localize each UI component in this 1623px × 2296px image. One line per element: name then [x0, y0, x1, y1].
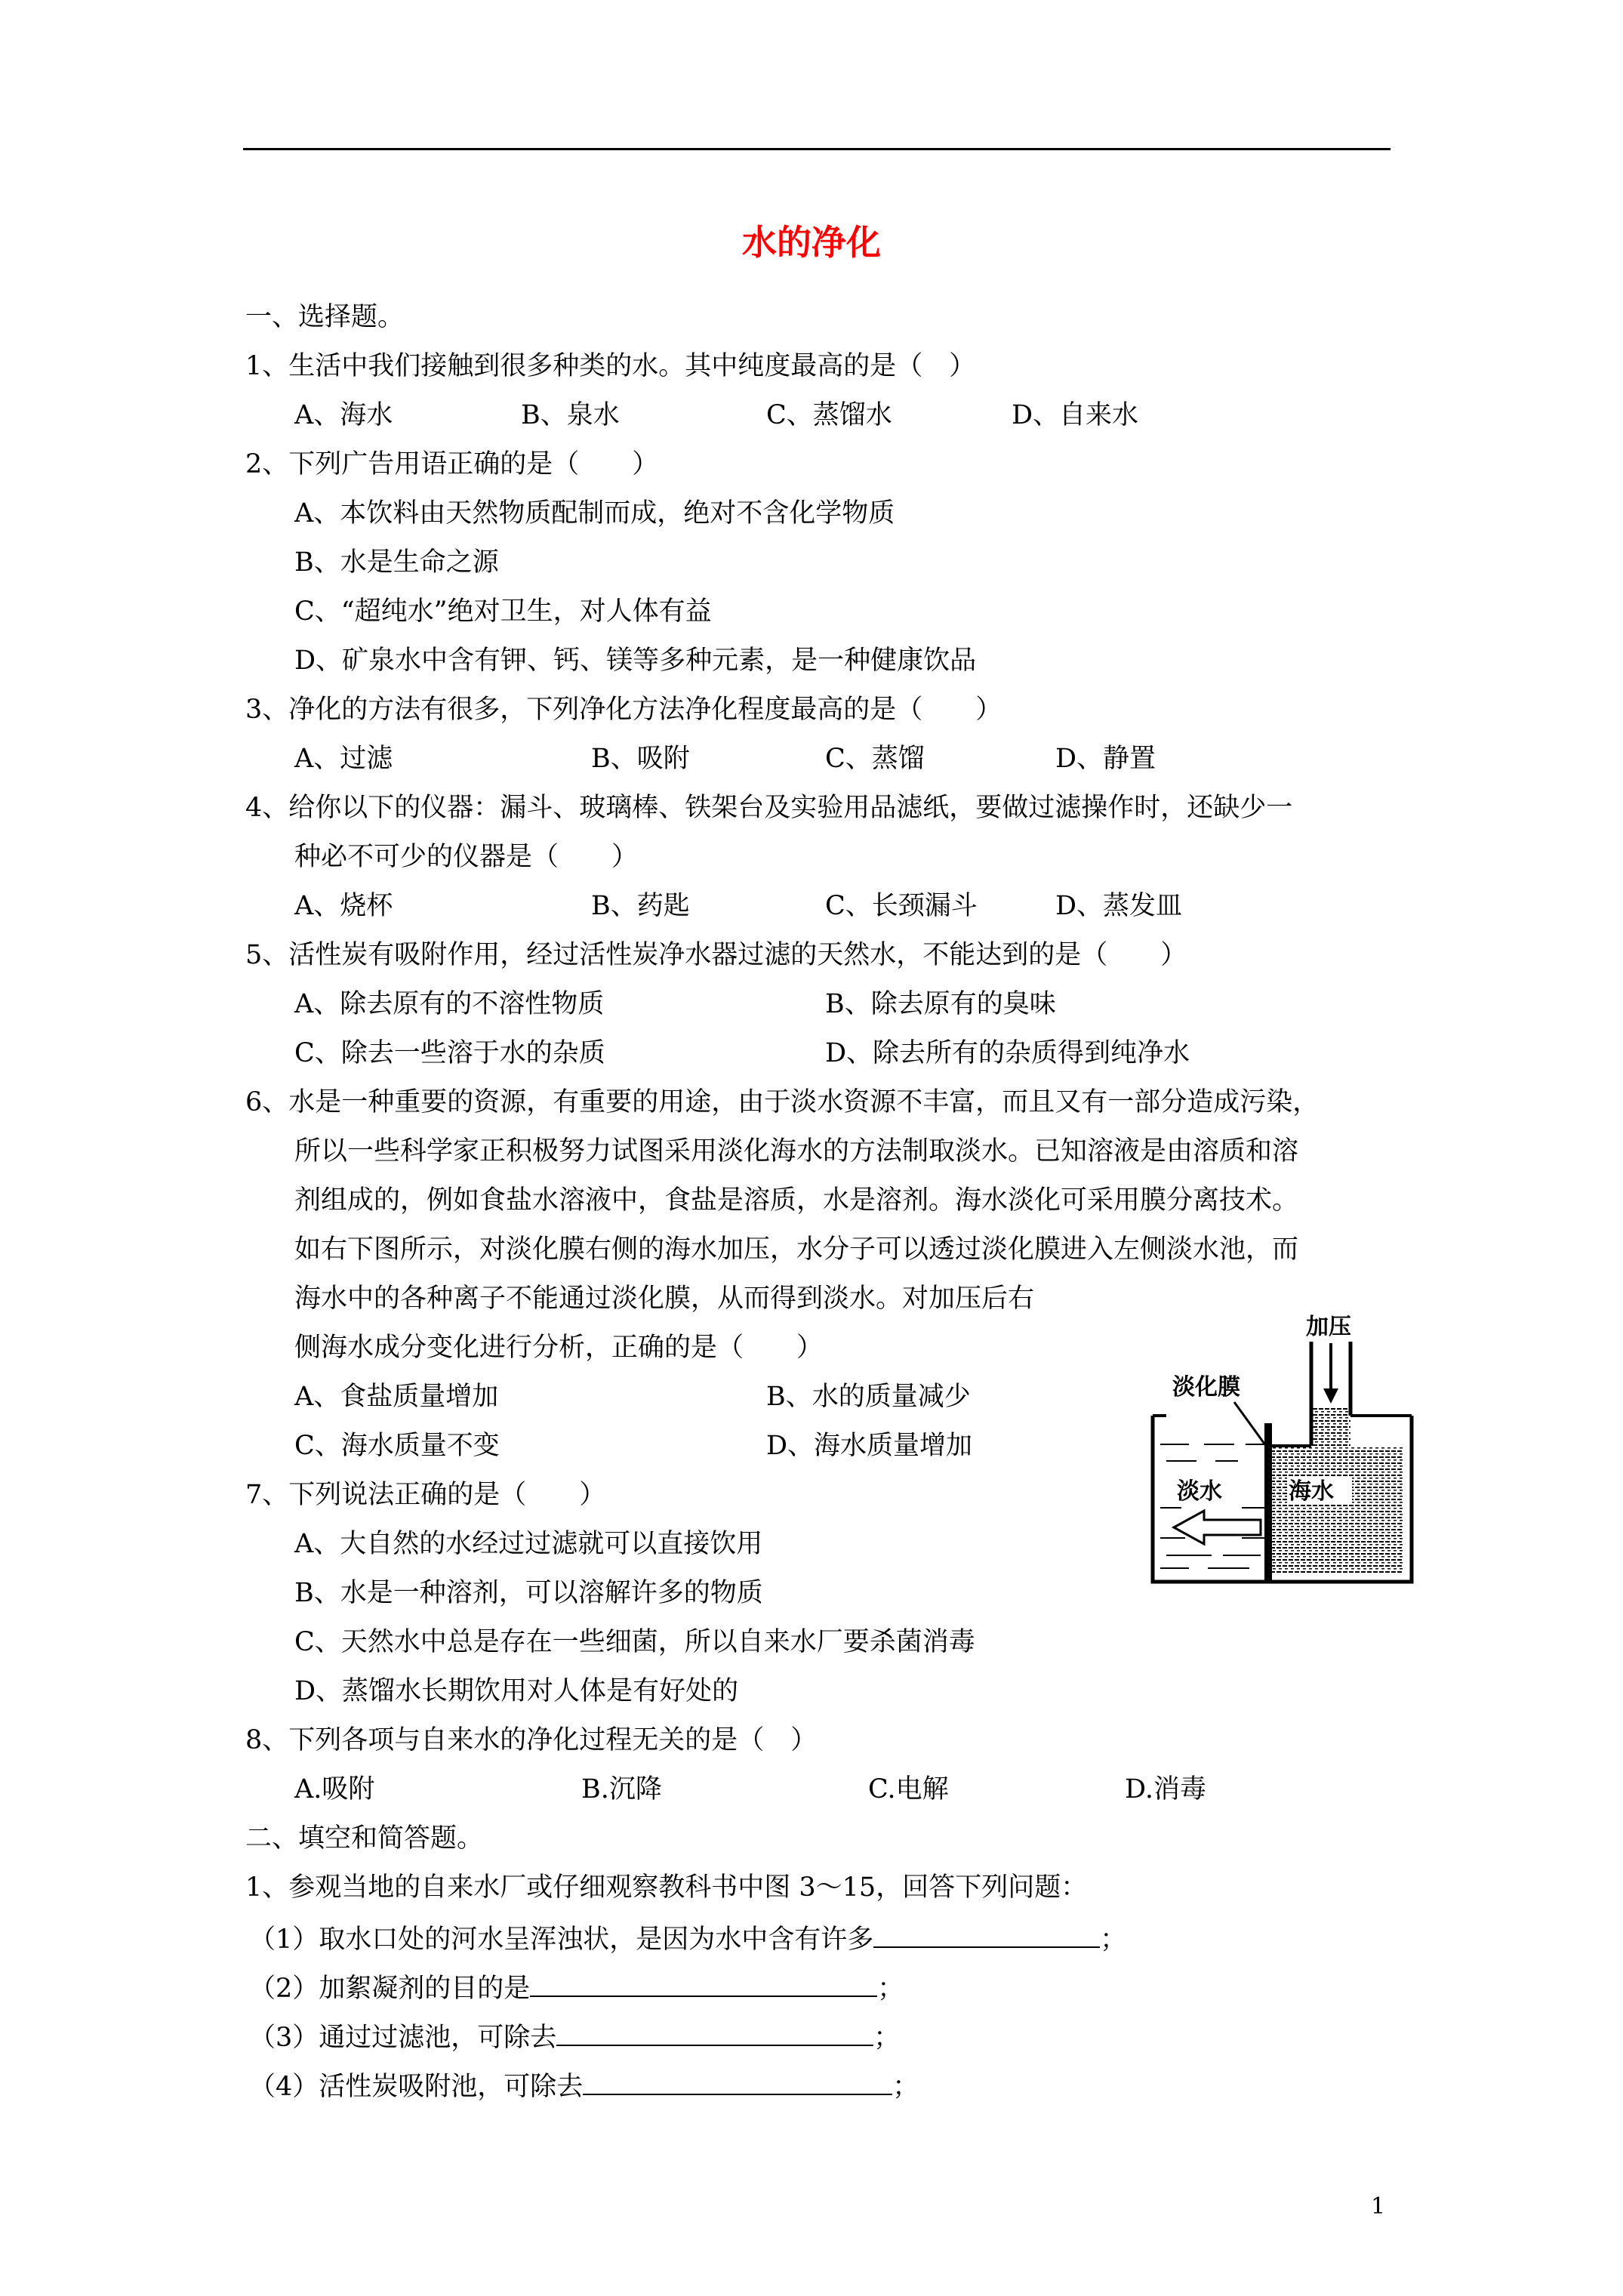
q2-option-d: D、矿泉水中含有钾、钙、镁等多种元素，是一种健康饮品 [294, 646, 977, 676]
answer-blank-4[interactable] [583, 2071, 892, 2095]
q6-option-d: D、海水质量增加 [766, 1431, 973, 1461]
pressure-arrow-head [1323, 1388, 1338, 1404]
section-heading-choice: 一、选择题。 [245, 302, 405, 332]
q7-option-b: B、水是一种溶剂，可以溶解许多的物质 [294, 1578, 763, 1608]
q1-option-a: A、海水 [294, 400, 393, 430]
membrane [1264, 1423, 1272, 1582]
fill-item-3-end: ； [873, 2023, 901, 2053]
q2-option-a: A、本饮料由天然物质配制而成，绝对不含化学物质 [294, 498, 895, 529]
question-4-stem-cont: 种必不可少的仪器是（ ） [294, 842, 639, 872]
question-2-stem: 2、下列广告用语正确的是（ ） [245, 449, 659, 479]
answer-blank-2[interactable] [530, 1973, 877, 1997]
page-number: 1 [1371, 2193, 1386, 2220]
answer-blank-1[interactable] [873, 1924, 1100, 1948]
fill-item-1-end: ； [1100, 1925, 1127, 1955]
q6-option-b: B、水的质量减少 [766, 1382, 971, 1412]
q4-option-d: D、蒸发皿 [1055, 891, 1183, 921]
fill-item-4-end: ； [892, 2072, 919, 2102]
q4-option-c: C、长颈漏斗 [825, 891, 978, 921]
q6-option-c: C、海水质量不变 [294, 1431, 500, 1461]
q1-option-b: B、泉水 [521, 400, 620, 430]
q8-option-d: D.消毒 [1125, 1774, 1206, 1804]
question-4-stem: 4、给你以下的仪器：漏斗、玻璃棒、铁架台及实验用品滤纸，要做过滤操作时，还缺少一 [245, 793, 1293, 823]
q5-option-c: C、除去一些溶于水的杂质 [294, 1038, 605, 1068]
fresh-water-fill [1160, 1444, 1264, 1568]
fill-item-3-text: （3）通过过滤池，可除去 [249, 2023, 557, 2053]
q4-option-a: A、烧杯 [294, 891, 393, 921]
question-3-stem: 3、净化的方法有很多，下列净化方法净化程度最高的是（ ） [245, 695, 1002, 725]
question-1-stem: 1、生活中我们接触到很多种类的水。其中纯度最高的是（ ） [245, 351, 976, 381]
fill-item-2-end: ； [877, 1974, 904, 2004]
q5-option-a: A、除去原有的不溶性物质 [294, 989, 605, 1019]
question-6-line-1: 6、水是一种重要的资源，有重要的用途，由于淡水资源不丰富，而且又有一部分造成污染， [245, 1087, 1320, 1117]
q6-option-a: A、食盐质量增加 [294, 1382, 499, 1412]
q1-option-d: D、自来水 [1012, 400, 1139, 430]
q2-option-c: C、“超纯水”绝对卫生，对人体有益 [294, 596, 712, 627]
question-6-line-6: 侧海水成分变化进行分析，正确的是（ ） [294, 1333, 824, 1363]
q7-option-c: C、天然水中总是存在一些细菌，所以自来水厂要杀菌消毒 [294, 1627, 975, 1657]
membrane-label: 淡化膜 [1172, 1374, 1240, 1401]
header-rule [243, 148, 1390, 150]
fill-item-2-text: （2）加絮凝剂的目的是 [249, 1974, 531, 2004]
question-6-line-2: 所以一些科学家正积极努力试图采用淡化海水的方法制取淡水。已知溶液是由溶质和溶 [294, 1136, 1299, 1166]
section-heading-fill: 二、填空和简答题。 [245, 1823, 484, 1854]
question-6-line-3: 剂组成的，例如食盐水溶液中，食盐是溶质，水是溶剂。海水淡化可采用膜分离技术。 [294, 1185, 1299, 1216]
q8-option-b: B.沉降 [581, 1774, 662, 1804]
q3-option-c: C、蒸馏 [825, 744, 925, 774]
q3-option-d: D、静置 [1055, 744, 1156, 774]
question-7-stem: 7、下列说法正确的是（ ） [245, 1480, 606, 1510]
q2-option-b: B、水是生命之源 [294, 547, 499, 578]
question-8-stem: 8、下列各项与自来水的净化过程无关的是（ ） [245, 1725, 818, 1755]
fresh-water-label: 淡水 [1177, 1478, 1222, 1505]
q1-option-c: C、蒸馏水 [766, 400, 892, 430]
fill-item-4-text: （4）活性炭吸附池，可除去 [249, 2072, 584, 2102]
sea-water-fill [1272, 1446, 1403, 1574]
sea-water-label: 海水 [1289, 1478, 1334, 1505]
membrane-label-pointer [1234, 1402, 1266, 1446]
answer-blank-3[interactable] [556, 2022, 873, 2046]
q7-option-d: D、蒸馏水长期饮用对人体是有好处的 [294, 1676, 739, 1706]
fill-item-1-text: （1）取水口处的河水呈浑浊状，是因为水中含有许多 [249, 1925, 874, 1955]
piston-tube-water [1311, 1408, 1350, 1447]
fill-item-4 [249, 2071, 919, 2100]
q5-option-b: B、除去原有的臭味 [825, 989, 1056, 1019]
desalination-membrane-figure [1144, 1310, 1442, 1597]
pressure-label: 加压 [1306, 1314, 1351, 1340]
question-6-line-5: 海水中的各种离子不能通过淡化膜，从而得到淡水。对加压后右 [294, 1284, 1035, 1314]
page-title: 水的净化 [742, 222, 881, 263]
fill-item-1 [249, 1924, 1126, 1953]
fill-item-3 [249, 2022, 900, 2051]
q8-option-c: C.电解 [868, 1774, 949, 1804]
q4-option-b: B、药匙 [591, 891, 690, 921]
flow-arrow [1174, 1511, 1261, 1544]
fill-question-1-stem: 1、参观当地的自来水厂或仔细观察教科书中图 3～15，回答下列问题： [245, 1872, 1088, 1903]
question-6-line-4: 如右下图所示，对淡化膜右侧的海水加压，水分子可以透过淡化膜进入左侧淡水池，而 [294, 1234, 1299, 1265]
fill-item-2 [249, 1973, 904, 2002]
question-5-stem: 5、活性炭有吸附作用，经过活性炭净水器过滤的天然水，不能达到的是（ ） [245, 940, 1187, 970]
q7-option-a: A、大自然的水经过过滤就可以直接饮用 [294, 1529, 763, 1559]
q8-option-a: A.吸附 [294, 1774, 375, 1804]
q3-option-b: B、吸附 [591, 744, 690, 774]
q3-option-a: A、过滤 [294, 744, 393, 774]
q5-option-d: D、除去所有的杂质得到纯净水 [825, 1038, 1190, 1068]
